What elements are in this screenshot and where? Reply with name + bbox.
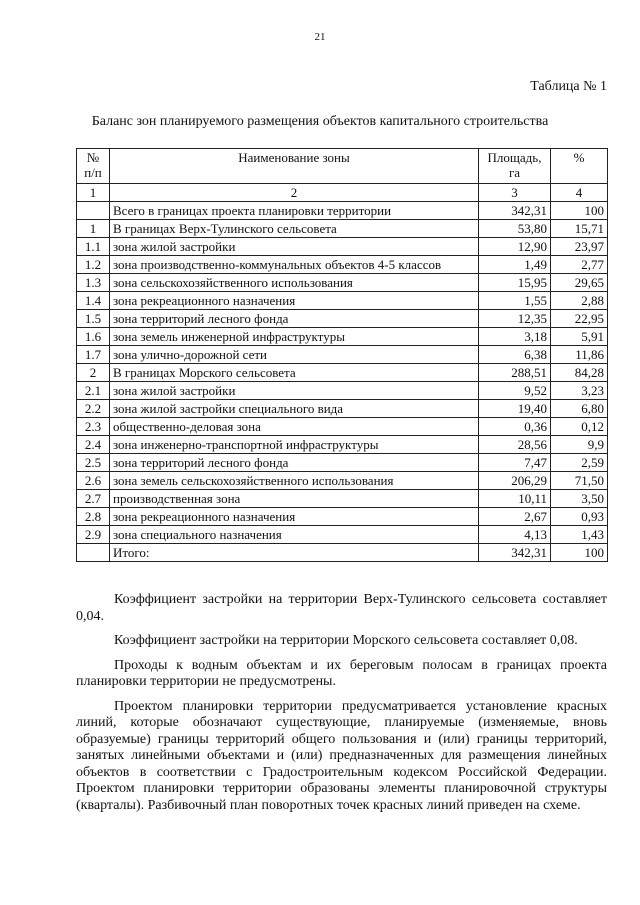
zone-name: зона сельскохозяйственного использования (110, 274, 479, 292)
zone-area: 12,35 (479, 310, 551, 328)
table-row (77, 328, 608, 346)
zone-name: зона инженерно-транспортной инфраструктуры (110, 436, 479, 454)
index-cell: 2 (110, 184, 479, 202)
table-row (77, 238, 608, 256)
zone-name: зона территорий лесного фонда (110, 454, 479, 472)
row-number: 1.5 (77, 310, 110, 328)
row-number (77, 544, 110, 562)
row-number: 1.2 (77, 256, 110, 274)
row-number: 2.1 (77, 382, 110, 400)
zone-name: зона рекреационного назначения (110, 292, 479, 310)
index-cell: 1 (77, 184, 110, 202)
index-cell: 4 (551, 184, 608, 202)
zone-percent: 0,93 (551, 508, 608, 526)
zone-name: В границах Морского сельсовета (110, 364, 479, 382)
header-zone-name: Наименование зоны (110, 149, 479, 184)
table-row (77, 400, 608, 418)
table-row (77, 310, 608, 328)
zone-percent: 11,86 (551, 346, 608, 364)
zone-name: зона жилой застройки специального вида (110, 400, 479, 418)
row-number: 2 (77, 364, 110, 382)
table-index-row (77, 184, 608, 202)
table-row (77, 508, 608, 526)
zone-name: зона жилой застройки (110, 238, 479, 256)
zone-area: 288,51 (479, 364, 551, 382)
zone-area: 15,95 (479, 274, 551, 292)
table-row (77, 364, 608, 382)
zone-percent: 6,80 (551, 400, 608, 418)
zone-name: Всего в границах проекта планировки территории (110, 202, 479, 220)
header-percent: % (551, 149, 608, 184)
zone-percent: 22,95 (551, 310, 608, 328)
zone-percent: 15,71 (551, 220, 608, 238)
zone-name: В границах Верх-Тулинского сельсовета (110, 220, 479, 238)
zone-percent: 84,28 (551, 364, 608, 382)
zone-percent: 9,9 (551, 436, 608, 454)
page-number: 21 (314, 31, 326, 43)
zone-area: 9,52 (479, 382, 551, 400)
zone-name: производственная зона (110, 490, 479, 508)
paragraph: Коэффициент застройки на территории Верх-Тулинского сельсовета составляет 0,04. (76, 592, 607, 624)
paragraph: Коэффициент застройки на территории Морского сельсовета составляет 0,08. (114, 633, 578, 648)
zone-name: зона земель сельскохозяйственного использования (110, 472, 479, 490)
zone-name: зона жилой застройки (110, 382, 479, 400)
table-row (77, 256, 608, 274)
zone-percent: 71,50 (551, 472, 608, 490)
zone-name: зона производственно-коммунальных объектов 4-5 классов (110, 256, 479, 274)
row-number (77, 202, 110, 220)
table-row (77, 490, 608, 508)
zone-area: 0,36 (479, 418, 551, 436)
zone-name: зона земель инженерной инфраструктуры (110, 328, 479, 346)
index-cell: 3 (479, 184, 551, 202)
zone-percent: 100 (551, 202, 608, 220)
zone-name: зона улично-дорожной сети (110, 346, 479, 364)
row-number: 2.8 (77, 508, 110, 526)
zone-name: зона рекреационного назначения (110, 508, 479, 526)
row-number: 2.9 (77, 526, 110, 544)
paragraph: Проектом планировки территории предусматривается установление красных линий, которые обозначают существующие, планируемые (изменяемые, вновь образуемые) границы территорий общего пользования и (или) границы территорий, занятых линейными объектами и (или) предназначенных для размещения линейных объектов в соответствии с Градостроительным кодексом Российской Федерации. Проектом планировки территории образованы элементы планировочной структуры (кварталы). Разбивочный план поворотных точек красных линий приведен на схеме. (76, 698, 607, 813)
table-row (77, 436, 608, 454)
row-number: 1.6 (77, 328, 110, 346)
zone-area: 1,55 (479, 292, 551, 310)
table-header-row (77, 149, 608, 184)
zone-area: 53,80 (479, 220, 551, 238)
table-row (77, 274, 608, 292)
row-number: 1.4 (77, 292, 110, 310)
zone-percent: 0,12 (551, 418, 608, 436)
zone-area: 6,38 (479, 346, 551, 364)
zone-area: 2,67 (479, 508, 551, 526)
zone-area: 28,56 (479, 436, 551, 454)
table-row (77, 220, 608, 238)
row-number: 2.6 (77, 472, 110, 490)
table-row (77, 472, 608, 490)
zone-name: зона специального назначения (110, 526, 479, 544)
table-row (77, 202, 608, 220)
row-number: 1.1 (77, 238, 110, 256)
header-area: Площадь, га (479, 149, 551, 184)
zone-balance-table (76, 148, 608, 562)
row-number: 1.7 (77, 346, 110, 364)
zone-area: 3,18 (479, 328, 551, 346)
zone-area: 4,13 (479, 526, 551, 544)
table-row (77, 526, 608, 544)
zone-area: 10,11 (479, 490, 551, 508)
table-row (77, 418, 608, 436)
zone-percent: 2,88 (551, 292, 608, 310)
body-text (76, 592, 607, 822)
zone-name: общественно-деловая зона (110, 418, 479, 436)
table-row (77, 454, 608, 472)
row-number: 2.7 (77, 490, 110, 508)
zone-percent: 3,50 (551, 490, 608, 508)
zone-area: 12,90 (479, 238, 551, 256)
row-number: 1.3 (77, 274, 110, 292)
zone-percent: 5,91 (551, 328, 608, 346)
table-row (77, 292, 608, 310)
zone-area: 19,40 (479, 400, 551, 418)
zone-area: 7,47 (479, 454, 551, 472)
header-number: № п/п (77, 149, 110, 184)
paragraph: Проходы к водным объектам и их береговым полосам в границах проекта планировки территории не предусмотрены. (76, 657, 607, 689)
table-title: Баланс зон планируемого размещения объектов капитального строительства (91, 114, 549, 129)
zone-area: 206,29 (479, 472, 551, 490)
zone-name: зона территорий лесного фонда (110, 310, 479, 328)
zone-percent: 100 (551, 544, 608, 562)
table-body (77, 202, 608, 562)
row-number: 2.3 (77, 418, 110, 436)
row-number: 2.4 (77, 436, 110, 454)
table-row (77, 382, 608, 400)
row-number: 2.5 (77, 454, 110, 472)
row-number: 1 (77, 220, 110, 238)
zone-percent: 1,43 (551, 526, 608, 544)
zone-percent: 2,77 (551, 256, 608, 274)
zone-area: 342,31 (479, 544, 551, 562)
zone-percent: 3,23 (551, 382, 608, 400)
zone-area: 342,31 (479, 202, 551, 220)
zone-percent: 2,59 (551, 454, 608, 472)
table-row (77, 544, 608, 562)
row-number: 2.2 (77, 400, 110, 418)
zone-area: 1,49 (479, 256, 551, 274)
table-row (77, 346, 608, 364)
zone-percent: 29,65 (551, 274, 608, 292)
table-caption: Таблица № 1 (530, 79, 607, 94)
zone-name: Итого: (110, 544, 479, 562)
zone-percent: 23,97 (551, 238, 608, 256)
